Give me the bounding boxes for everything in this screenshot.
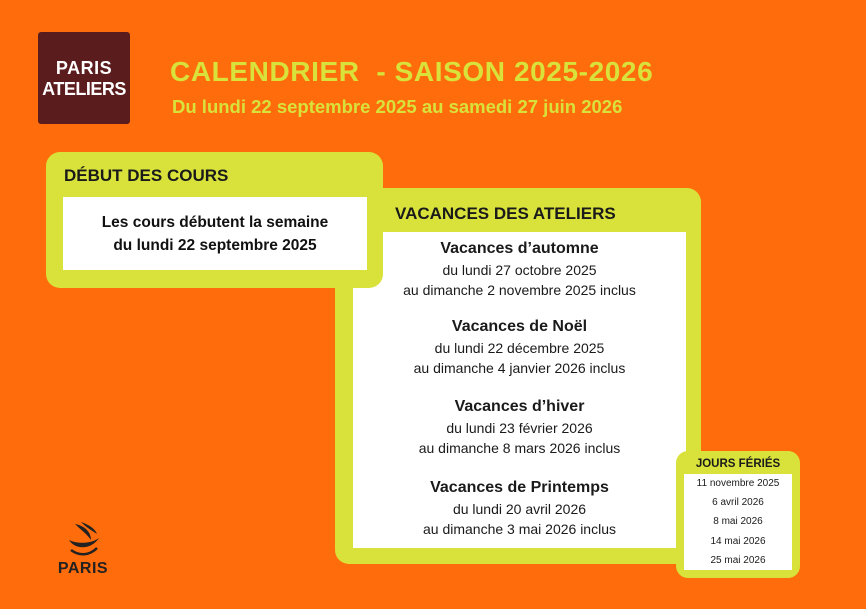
feries-date: 6 avril 2026: [712, 497, 764, 509]
debut-line-2: du lundi 22 septembre 2025: [113, 236, 317, 254]
logo-line-2: ATELIERS: [42, 78, 126, 99]
vacances-item-from: du lundi 22 décembre 2025: [434, 340, 605, 356]
paris-city-logo: [46, 520, 120, 586]
vacances-item-name: Vacances de Printemps: [430, 479, 609, 496]
feries-date: 11 novembre 2025: [696, 478, 780, 490]
feries-title: JOURS FÉRIÉS: [695, 458, 781, 470]
vacances-item-to: au dimanche 3 mai 2026 inclus: [422, 521, 616, 537]
debut-line-1: Les cours débutent la semaine: [101, 213, 329, 231]
vacances-item-automne: [353, 238, 686, 300]
vacances-item-from: du lundi 27 octobre 2025: [442, 262, 597, 278]
paris-ateliers-logo: [38, 32, 130, 124]
debut-title: DÉBUT DES COURS: [64, 166, 229, 185]
vacances-content: [353, 232, 686, 548]
vacances-item-name: Vacances d’automne: [440, 240, 599, 257]
vacances-item-printemps: [353, 477, 686, 539]
feries-date: 25 mai 2026: [710, 554, 766, 566]
vacances-item-to: au dimanche 8 mars 2026 inclus: [418, 440, 621, 456]
jours-feries-panel: [676, 451, 800, 578]
paris-ship-icon: [61, 520, 105, 558]
page-subtitle: Du lundi 22 septembre 2025 au samedi 27 juin 2026: [172, 96, 623, 117]
page-title: CALENDRIER - SAISON 2025-2026: [170, 56, 654, 87]
debut-des-cours-panel: [46, 152, 383, 288]
vacances-item-name: Vacances d’hiver: [454, 398, 585, 415]
vacances-panel: [335, 188, 701, 564]
feries-date: 8 mai 2026: [713, 516, 763, 528]
feries-list: [684, 474, 792, 570]
vacances-title: VACANCES DES ATELIERS: [395, 204, 616, 223]
vacances-item-to: au dimanche 2 novembre 2025 inclus: [403, 282, 636, 298]
paris-logo-word: PARIS: [57, 560, 109, 577]
debut-content: [63, 197, 367, 270]
vacances-item-noel: [353, 316, 686, 378]
vacances-item-name: Vacances de Noël: [451, 318, 588, 335]
vacances-item-hiver: [353, 396, 686, 458]
feries-date: 14 mai 2026: [710, 535, 766, 547]
vacances-item-from: du lundi 23 février 2026: [446, 420, 593, 436]
vacances-item-to: au dimanche 4 janvier 2026 inclus: [413, 360, 626, 376]
vacances-item-from: du lundi 20 avril 2026: [452, 501, 587, 517]
logo-line-1: PARIS: [55, 57, 113, 78]
